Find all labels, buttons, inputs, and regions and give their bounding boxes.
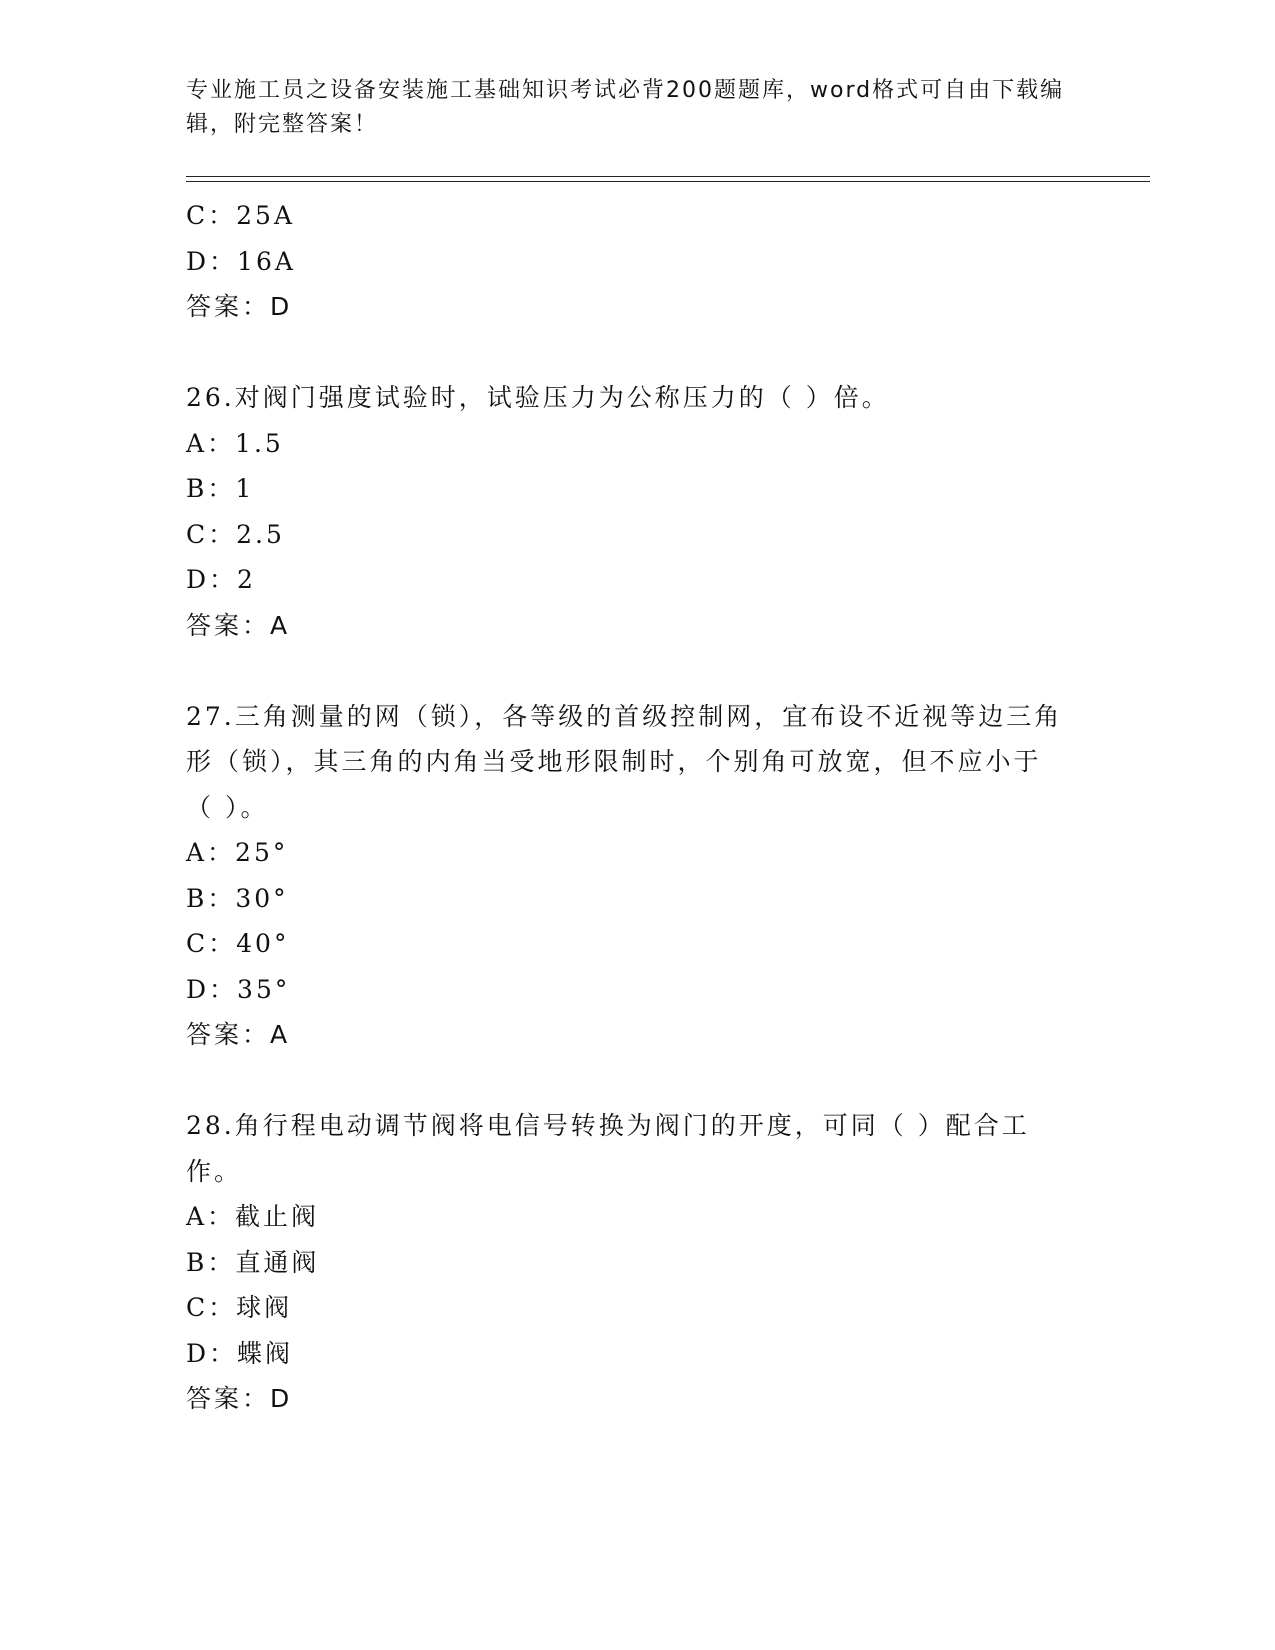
spacer (186, 330, 1086, 376)
question-text: 26.对阀门强度试验时，试验压力为公称压力的（ ）倍。 (186, 383, 890, 412)
question-text: 28.角行程电动调节阀将电信号转换为阀门的开度，可同（ ）配合工作。 (186, 1111, 1030, 1186)
option-b: B：30° (186, 883, 289, 913)
spacer (186, 648, 1086, 694)
option-d: D：35° (186, 974, 291, 1004)
option-c: C：球阀 (186, 1293, 293, 1322)
question-block-27 (186, 694, 1086, 1058)
option-b: B：直通阀 (186, 1247, 320, 1277)
answer-line: 答案：D (186, 292, 293, 321)
question-text: 27.三角测量的网（锁），各等级的首级控制网，宜布设不近视等边三角形（锁），其三角的内角当受地形限制时，个别角可放宽，但不应小于（ ）。 (186, 701, 1063, 822)
question-block-26 (186, 375, 1086, 648)
document-body (186, 193, 1086, 1422)
answer-line: 答案：D (186, 1384, 293, 1413)
option-c: C：2.5 (186, 519, 285, 549)
option-c: C：40° (186, 929, 290, 958)
header-divider-top (186, 176, 1150, 177)
question-block-28 (186, 1103, 1086, 1422)
option-c: C：25A (186, 201, 295, 230)
option-a: A：1.5 (186, 428, 284, 458)
answer-line: 答案：A (186, 1020, 291, 1049)
option-a: A：25° (186, 838, 289, 867)
option-b: B：1 (186, 474, 255, 503)
spacer (186, 1058, 1086, 1104)
page-header: 专业施工员之设备安装施工基础知识考试必背200题题库，word格式可自由下载编辑，附完整答案！ (186, 78, 1065, 137)
question-block-25 (186, 193, 1086, 330)
option-d: D：2 (186, 565, 256, 594)
answer-line: 答案：A (186, 610, 291, 640)
option-d: D：16A (186, 246, 296, 276)
option-d: D：蝶阀 (186, 1338, 294, 1368)
header-divider-bottom (186, 181, 1150, 182)
option-a: A：截止阀 (186, 1202, 320, 1231)
